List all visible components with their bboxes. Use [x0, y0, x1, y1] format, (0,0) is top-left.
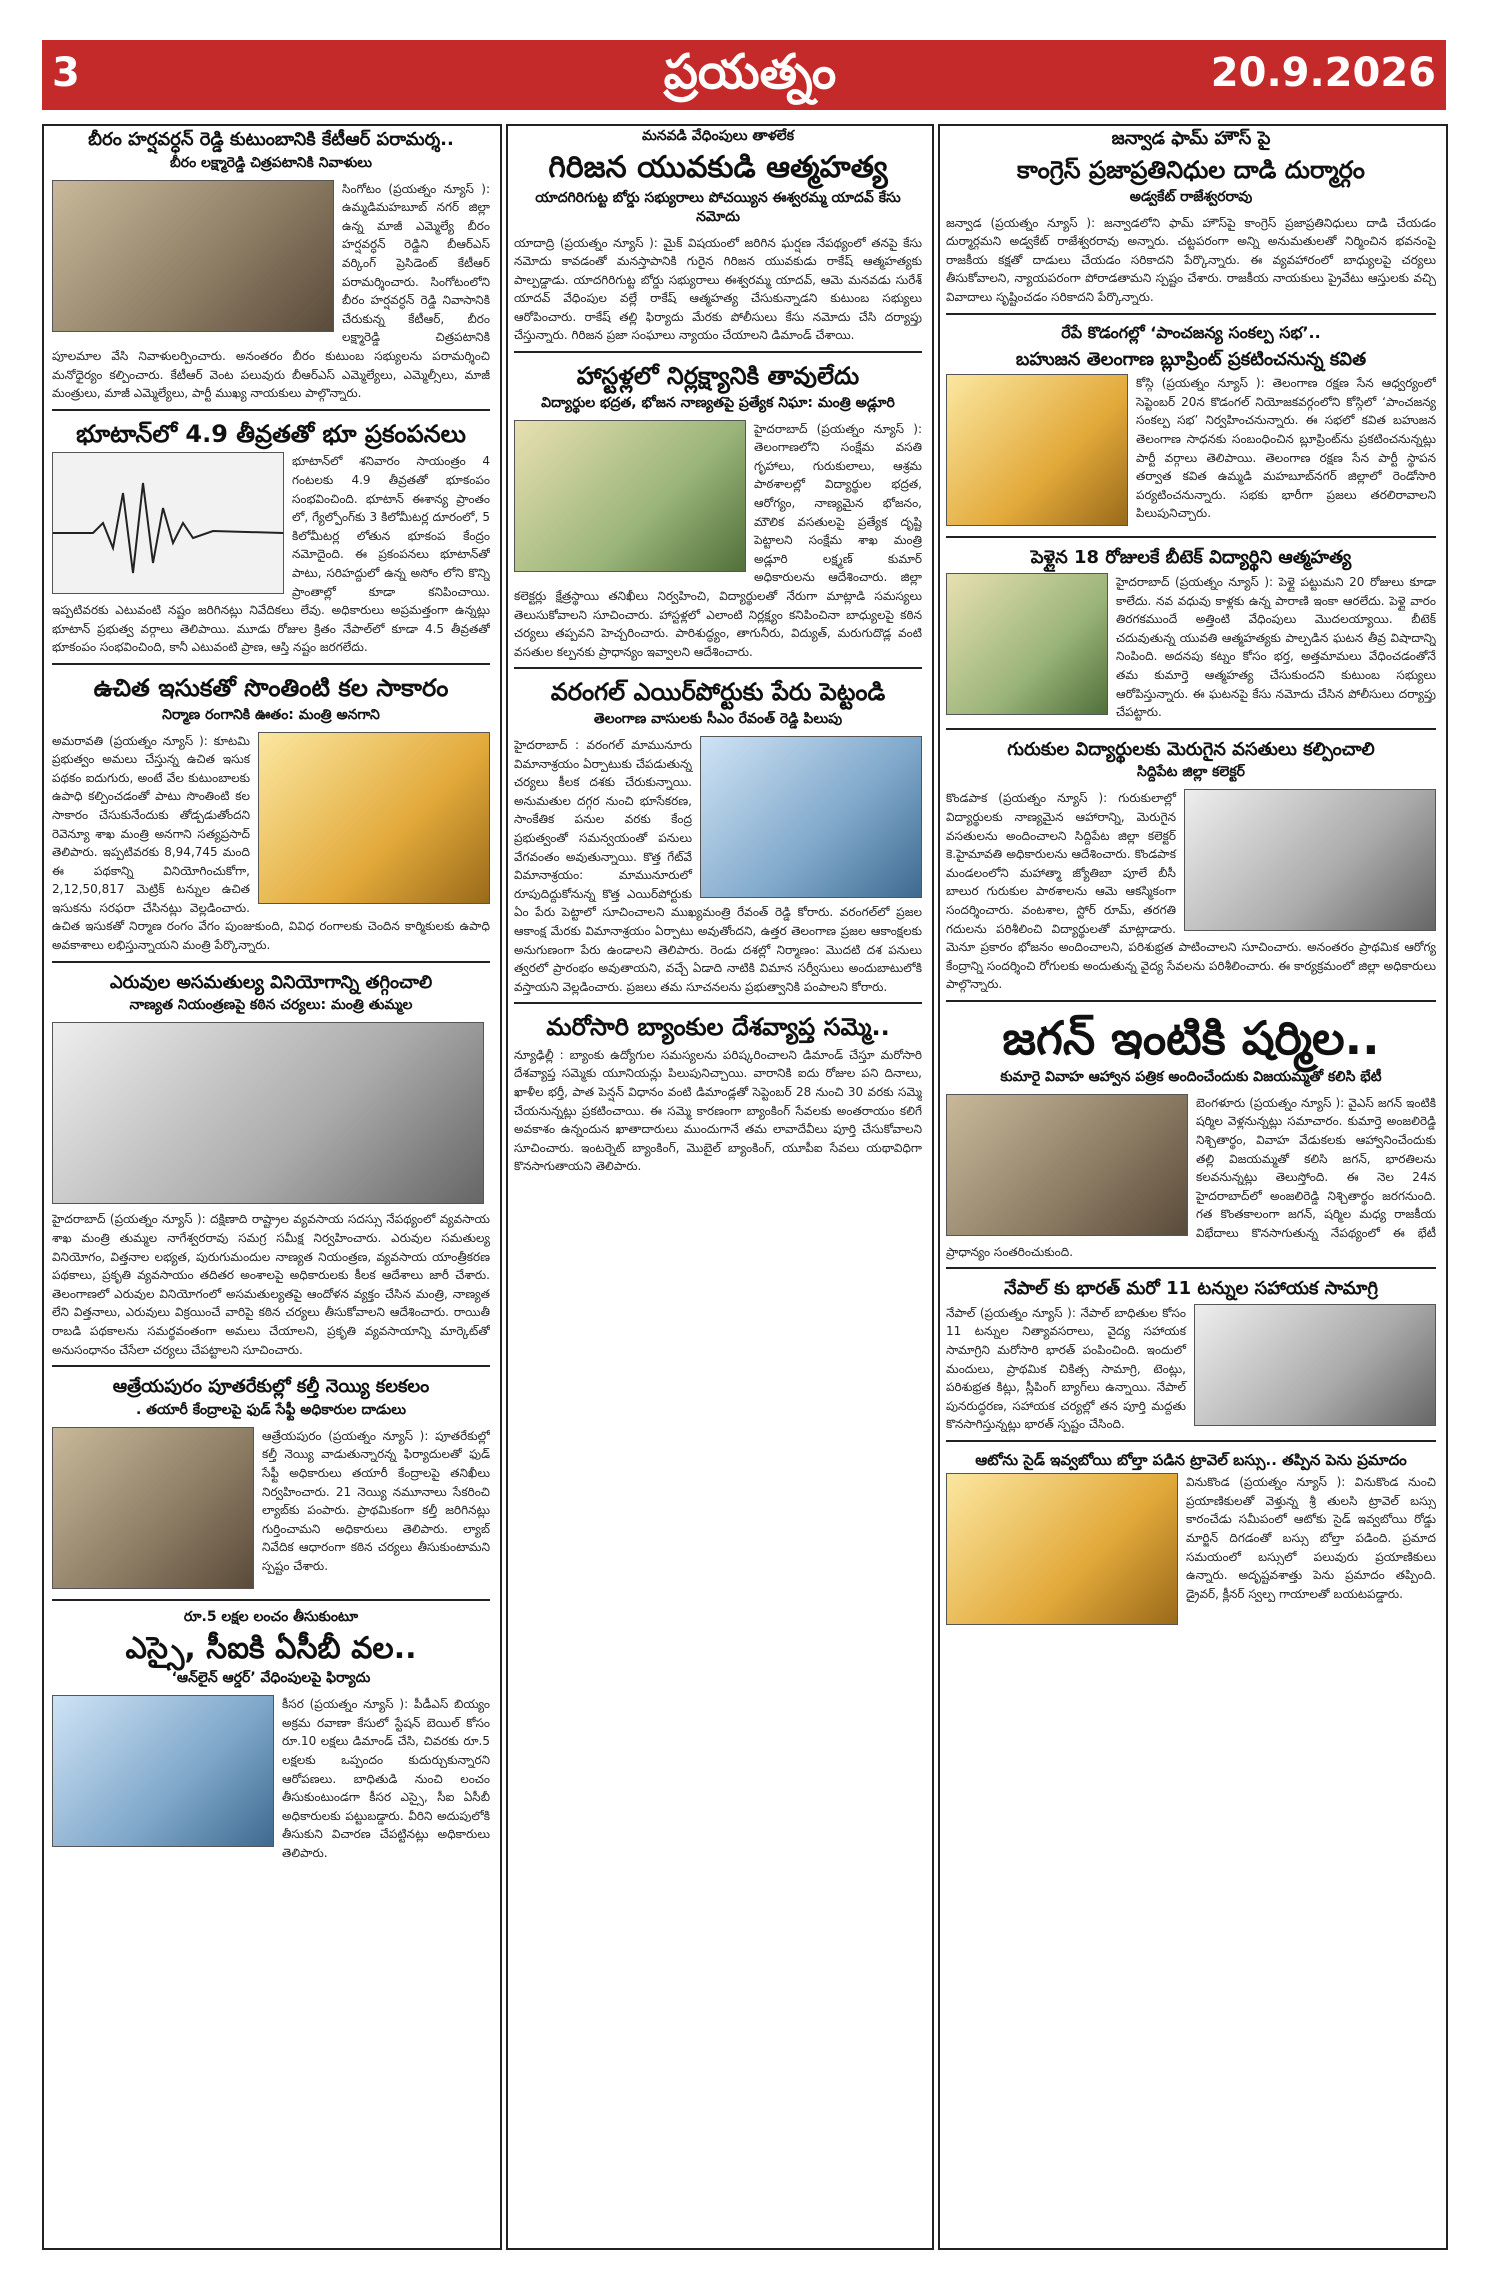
article-body: యాదాద్రి (ప్రయత్నం న్యూస్ ): మైక్ విషయంలో జరిగిన ఘర్షణ నేపథ్యంలో తనపై కేసు నమోదు కావడంతో మనస్తాపానికి గురైన గిరిజన యువకుడు రాకేష్ ఆత్మహత్యకు పాల్పడ్డాడు. యాదగిరిగుట్ట బోర్డు సభ్యురాలు ఈశ్వరమ్మ యాదవ్, ఆమె మనవడు సురేశ్ యాదవ్ వేధింపుల వల్లే రాకేష్ ఆత్మహత్య చేసుకున్నాడని కుటుంబ సభ్యులు ఆరోపించారు. రాకేష్ తల్లి ఫిర్యాదు మేరకు పోలీసులు కేసు నమోదు చేసి దర్యాప్తు చేస్తున్నారు. గిరిజన ప్రజా సంఘాలు న్యాయం చేయాలని డిమాండ్ చేశాయి. [514, 235, 922, 343]
kicker: రూ.5 లక్షల లంచం తీసుకుంటూ [183, 1608, 359, 1625]
column-left [52, 126, 490, 2238]
divider [946, 728, 1436, 730]
subheadline: అడ్వకేట్ రాజేశ్వరరావు [1129, 188, 1253, 205]
article-body: హైదరాబాద్ : వరంగల్ మామునూరు విమానాశ్రయం ఏర్పాటుకు చేపడుతున్న చర్యలు కీలక దశకు చేరుకున్నాయి. అనుమతుల దగ్గర నుంచి భూసేకరణ, సాంకేతిక పనుల వరకు కేంద్ర ప్రభుత్వంతో సమన్వయంతో పనులు వేగవంతం అవుతున్నాయి. కొత్త గేట్‌వే విమానాశ్రయం: మామునూరులో రూపుదిద్దుకోనున్న కొత్త ఎయిర్‌పోర్టుకు ఏం పేరు పెట్టాలో సూచించాలని ముఖ్యమంత్రి రేవంత్ రెడ్డి కోరారు. వరంగల్‌లో ప్రజల ఆకాంక్ష మేరకు విమానాశ్రయం ఏర్పాటు అవుతోందని, ఉత్తర తెలంగాణ ప్రజల ఆకాంక్షలకు అనుగుణంగా పేరు ఉండాలని తెలిపారు. రెండు దశల్లో నిర్మాణం: మొదటి దశ పనులు త్వరలో ప్రారంభం అవుతాయని, వచ్చే ఏడాది నాటికి విమాన సర్వీసులు అందుబాటులోకి వస్తాయని వెల్లడించారు. ప్రజలు తమ సూచనలను ప్రభుత్వానికి పంపాలని కోరారు. [514, 737, 922, 994]
subheadline: సిద్దిపేట జిల్లా కలెక్టర్ [1137, 764, 1245, 781]
article-janwada-farmhouse [946, 126, 1436, 307]
divider [946, 1000, 1436, 1002]
article-body: ఆత్రేయపురం (ప్రయత్నం న్యూస్ ): పూతరేకుల్లో కల్తీ నెయ్యి వాడుతున్నారన్న ఫిర్యాదులతో ఫుడ్ సేఫ్టీ అధికారులు తయారీ కేంద్రాలపై తనిఖీలు నిర్వహించారు. 21 నెయ్యి నమూనాలు సేకరించి ల్యాబ్‌కు పంపారు. ప్రాథమికంగా కల్తీ జరిగినట్లు గుర్తించామని అధికారులు తెలిపారు. ల్యాబ్ నివేదిక ఆధారంగా కఠిన చర్యలు తీసుకుంటామని స్పష్టం చేశారు. [262, 1428, 490, 1573]
article-warangal-airport [514, 675, 922, 996]
divider [514, 667, 922, 669]
headline: వరంగల్ ఎయిర్‌పోర్టుకు పేరు పెట్టండి [550, 678, 886, 707]
headline: బీరం హర్షవర్ధన్ రెడ్డి కుటుంబానికి కేటీఆర్ పరామర్శ.. [88, 129, 454, 150]
headline: ఆటోను సైడ్ ఇవ్వబోయి బోల్తా పడిన ట్రావెల్ బస్సు.. తప్పిన పెను ప్రమాదం [975, 1450, 1407, 1469]
headline: ఆత్రేయపురం పూతరేకుల్లో కల్తీ నెయ్యి కలకలం [112, 1376, 430, 1398]
photo-review-meeting [52, 1022, 484, 1204]
headline: గిరిజన యువకుడి ఆత్మహత్య [548, 150, 888, 185]
divider [946, 1440, 1436, 1442]
headline: భూటాన్‌లో 4.9 తీవ్రతతో భూ ప్రకంపనలు [76, 419, 466, 448]
divider [52, 961, 490, 963]
article-nepal-aid [946, 1275, 1436, 1434]
kicker: రేపే కొడంగల్లో ‘పాంచజన్య సంకల్ప సభ’.. [1061, 322, 1321, 342]
subheadline: కుమారై వివాహ ఆహ్వాన పత్రిక అందించేందుకు విజయమ్మతో కలిసి భేటీ [1000, 1068, 1382, 1085]
issue-date: 20.9.2026 [1210, 50, 1436, 96]
photo-hostel-inspection [514, 420, 746, 572]
article-bhutan-earthquake [52, 417, 490, 657]
article-body: భూటాన్‌లో శనివారం సాయంత్రం 4 గంటలకు 4.9 తీవ్రతతో భూకంపం సంభవించింది. భూటాన్ ఈశాన్య ప్రాంతం లో, గ్యేల్పోంగ్‌కు 3 కిలోమీటర్ల దూరంలో, 5 కిలోమీటర్ల లోతున భూకంప కేంద్రం నమోదైంది. ఈ ప్రకంపనలు భూటాన్‌తో పాటు, సరిహద్దులో ఉన్న అసోం లోని కొన్ని ప్రాంతాల్లో కూడా కనిపించాయి. ఇప్పటివరకు ఎటువంటి నష్టం జరిగినట్లు నివేదికలు లేవు. అధికారులు అప్రమత్తంగా ఉన్నట్లు భూటాన్ ప్రభుత్వ వర్గాలు తెలిపాయి. మూడు రోజుల క్రితం నేపాల్‌లో కూడా 4.5 తీవ్రతతో భూకంపం సంభవించింది, కానీ ఎటువంటి ప్రాణ, ఆస్తి నష్టం జరగలేదు. [52, 454, 490, 655]
photo-relief-supplies [1194, 1304, 1436, 1426]
article-body: హైదరాబాద్ (ప్రయత్నం న్యూస్ ): పెళ్లై పట్టుమని 20 రోజులు కూడా కాలేదు. నవ వధువు కాళ్లకు ఉన్న పారాణి ఇంకా ఆరలేదు. పెళ్లై వారం తిరగకముందే అత్తింటి వేధింపులు మొదలయ్యాయి. బీటెక్ చదువుతున్న యువతి ఆత్మహత్యకు పాల్పడిన ఘటన తీవ్ర విషాదాన్ని నింపింది. అదనపు కట్నం కోసం భర్త, అత్తమామలు వేధించడంతోనే తమ కుమార్తె ఆత్మహత్య చేసుకుందని కుటుంబ సభ్యులు ఆరోపిస్తున్నారు. ఈ ఘటనపై కేసు నమోదు చేసిన పోలీసులు దర్యాప్తు చేపట్టారు. [1116, 574, 1436, 720]
divider [52, 409, 490, 411]
article-fertilizer-review [52, 969, 490, 1359]
subheadline: నాణ్యత నియంత్రణపై కఠిన చర్యలు: మంత్రి తుమ్మల [129, 997, 413, 1014]
masthead-title: ప్రయత్నం [663, 44, 837, 100]
subheadline: విద్యార్థుల భద్రత, భోజన నాణ్యతపై ప్రత్యేక నిఘా: మంత్రి అడ్లూరి [541, 394, 895, 411]
photo-minister-anagani [258, 732, 490, 904]
article-acb-trap [52, 1607, 490, 1863]
headline: గురుకుల విద్యార్థులకు మెరుగైన వసతులు కల్పించాలి [1007, 738, 1375, 760]
photo-overturned-bus [946, 1473, 1178, 1625]
page-number: 3 [52, 50, 80, 96]
article-ktr-visit [52, 126, 490, 403]
divider [946, 536, 1436, 538]
article-body: కోస్గి (ప్రయత్నం న్యూస్ ): తెలంగాణ రక్షణ సేన ఆధ్వర్యంలో సెప్టెంబర్ 20న కొడంగల్ నియోజకవర్గంలోని కోస్గిలో ‘పాంచజన్య సంకల్ప సభ’ నిర్వహించనున్నారు. ఈ సభలో కవిత బహుజన తెలంగాణ సాధనకు సంబంధించిన బ్లూప్రింట్‌ను ప్రకటించనున్నట్లు పార్టీ వర్గాలు తెలిపాయి. తెలంగాణ రక్షణ సేన పార్టీ స్థాపన తర్వాత కవిత ఉమ్మడి మహబూబ్‌నగర్ జిల్లాలో రెండోసారి పర్యటించనున్నారు. సభకు భారీగా ప్రజలు తరలిరావాలని పిలుపునిచ్చారు. [1136, 376, 1436, 521]
article-body: వినుకొండ (ప్రయత్నం న్యూస్ ): వినుకొండ నుంచి ప్రయాణికులతో వెళ్తున్న శ్రీ తులసి ట్రావెల్ బస్సు కారంచేడు సమీపంలో ఆటోకు సైడ్ ఇవ్వబోయి రోడ్డు మార్జిన్ దిగడంతో బస్సు బోల్తా పడింది. ప్రమాద సమయంలో బస్సులో పలువురు ప్రయాణికులు ఉన్నారు. అదృష్టవశాత్తు పెను ప్రమాదం తప్పింది. డ్రైవర్, క్లీనర్ స్వల్ప గాయాలతో బయటపడ్డారు. [1186, 1475, 1436, 1601]
article-body: బెంగళూరు (ప్రయత్నం న్యూస్ ): వైఎస్ జగన్ ఇంటికి షర్మిల వెళ్లనున్నట్లు సమాచారం. కుమార్తె అంజలిరెడ్డి నిశ్చితార్థం, వివాహ వేడుకలకు ఆహ్వానించేందుకు తల్లి విజయమ్మతో కలిసి జగన్, భారతిలను కలవనున్నట్లు తెలుస్తోంది. ఈ నెల 24న హైదరాబాద్‌లో అంజలిరెడ్డి నిశ్చితార్థం జరగనుంది. గత కొంతకాలంగా జగన్, షర్మిల మధ్య రాజకీయ విభేదాలు కొనసాగుతున్న నేపథ్యంలో ఈ భేటీ ప్రాధాన్యం సంతరించుకుంది. [946, 1095, 1436, 1259]
photo-collector-visit [1184, 789, 1436, 931]
divider [52, 1365, 490, 1367]
article-tribal-youth [514, 126, 922, 345]
article-body: అమరావతి (ప్రయత్నం న్యూస్ ): కూటమి ప్రభుత్వం అమలు చేస్తున్న ఉచిత ఇసుక పథకం ఐదుగురు, అంటే వేల కుటుంబాలకు ఉపాధి కల్పించడంతో పాటు సొంతింటి కల సాకారం చేసుకునేందుకు తోడ్పడుతోందని రెవెన్యూ శాఖ మంత్రి అనగాని సత్యప్రసాద్ తెలిపారు. ఇప్పటివరకు 8,94,745 మంది ఈ పథకాన్ని వినియోగించుకోగా, 2,12,50,817 మెట్రిక్ టన్నుల ఉచిత ఇసుకను సరఫరా చేసినట్లు వెల్లడించారు. ఉచిత ఇసుకతో నిర్మాణ రంగం వేగం పుంజుకుంది, వివిధ రంగాలకు చెందిన కార్మికులకు ఉపాధి అవకాశాలు లభిస్తున్నాయని మంత్రి పేర్కొన్నారు. [52, 733, 490, 953]
article-ghee-adulteration [52, 1373, 490, 1593]
headline: ఉచిత ఇసుకతో సొంతింటి కల సాకారం [93, 673, 449, 702]
article-btech-student [946, 544, 1436, 721]
article-gurukul-facilities [946, 736, 1436, 994]
divider [52, 1599, 490, 1601]
article-free-sand [52, 671, 490, 955]
divider [946, 313, 1436, 315]
article-body: జన్వాడ (ప్రయత్నం న్యూస్ ): జన్వాడలోని ఫామ్ హౌస్‌పై కాంగ్రెస్ ప్రజాప్రతినిధులు దాడి చేయడం దుర్మార్గమని అడ్వకేట్ రాజేశ్వరరావు అన్నారు. చట్టపరంగా అన్ని అనుమతులతో నిర్మించిన భవనంపై రాజకీయ కక్షతో దాడులు చేయడం సరికాదని పేర్కొన్నారు. ఈ వ్యవహారంలో బాధ్యులపై చర్యలు తీసుకోవాలని, న్యాయపరంగా పోరాడతామని స్పష్టం చేశారు. రాజకీయ నాయకులు ప్రైవేటు ఆస్తులకు వచ్చి వివాదాలు సృష్టించడం సరికాదని పేర్కొన్నారు. [946, 215, 1436, 304]
headline: నేపాల్ కు భారత్ మరో 11 టన్నుల సహాయక సామాగ్రి [1003, 1278, 1378, 1300]
subheadline: బీరం లక్ష్మారెడ్డి చిత్రపటానికి నివాళులు [169, 154, 373, 171]
article-body: కీసర (ప్రయత్నం న్యూస్ ): పీడీఎస్ బియ్యం అక్రమ రవాణా కేసులో స్టేషన్ బెయిల్ కోసం రూ.10 లక్షలు డిమాండ్ చేసి, చివరకు రూ.5 లక్షలకు ఒప్పందం కుదుర్చుకున్నారని ఆరోపణలు. బాధితుడి నుంచి లంచం తీసుకుంటుండగా కీసర ఎస్సై, సీఐ ఏసీబీ అధికారులకు పట్టుబడ్డారు. వీరిని అదుపులోకి తీసుకుని విచారణ చేపట్టినట్లు అధికారులు తెలిపారు. [282, 1697, 490, 1861]
subheadline: . తయారీ కేంద్రాలపై ఫుడ్ సేఫ్టీ అధికారుల దాడులు [135, 1401, 407, 1418]
article-bank-strike [514, 1010, 922, 1176]
photo-student [946, 573, 1108, 715]
headline: హాస్టళ్లలో నిర్లక్ష్యానికి తావులేదు [576, 362, 860, 391]
subheadline: యాదగిరిగుట్ట బోర్డు సభ్యురాలు పోచయ్యిన ఈశ్వరమ్మ యాదవ్ కేసు నమోదు [535, 189, 901, 225]
headline: మరోసారి బ్యాంకుల దేశవ్యాప్త సమ్మె.. [546, 1013, 890, 1042]
photo-kavitha [946, 374, 1128, 526]
photo-police-officer [52, 1695, 274, 1847]
article-body: సింగోటం (ప్రయత్నం న్యూస్ ): ఉమ్మడిమహబూబ్ నగర్ జిల్లా ఉన్న మాజీ ఎమ్మెల్యే బీరం హర్షవర్ధన్ రెడ్డిని బీఆర్ఎస్ వర్కింగ్ ప్రెసిడెంట్ కేటీఆర్ పరామర్శించారు. సింగోటంలోని బీరం హర్షవర్ధన్ రెడ్డి నివాసానికి చేరుకున్న కేటీఆర్, బీరం లక్ష్మారెడ్డి చిత్రపటానికి పూలమాల వేసి నివాళులర్పించారు. అనంతరం బీరం కుటుంబ సభ్యులను పరామర్శించి మనోధైర్యం కల్పించారు. కేటీఆర్ వెంట పలువురు బీఆర్ఎస్ ఎమ్మెల్యేలు, ఎమ్మెల్సీలు, మాజీ మంత్రులు, మాజీ ఎమ్మెల్యేలు, పార్టీ ముఖ్య నాయకులు పాల్గొన్నారు. [52, 181, 490, 401]
column-middle [514, 126, 922, 2238]
divider [514, 351, 922, 353]
article-body: హైదరాబాద్ (ప్రయత్నం న్యూస్ ): తెలంగాణలోని సంక్షేమ వసతి గృహాలు, గురుకులాలు, ఆశ్రమ పాఠశాలల్లో విద్యార్థుల భద్రత, ఆరోగ్యం, నాణ్యమైన భోజనం, మౌలిక వసతులపై ప్రత్యేక దృష్టి పెట్టాలని సంక్షేమ శాఖ మంత్రి అడ్లూరి లక్ష్మణ్ కుమార్ అధికారులను ఆదేశించారు. జిల్లా కలెక్టర్లు క్షేత్రస్థాయి తనిఖీలు నిర్వహించి, విద్యార్థులతో నేరుగా మాట్లాడి సమస్యలు తెలుసుకోవాలని సూచించారు. హాస్టళ్లలో ఎలాంటి నిర్లక్ష్యం కనిపించినా బాధ్యులపై కఠిన చర్యలు తప్పవని హెచ్చరించారు. పారిశుద్ధ్యం, తాగునీరు, విద్యుత్, మరుగుదొడ్ల వంటి వసతుల కల్పనకు ప్రాధాన్యం ఇవ్వాలని ఆదేశించారు. [514, 421, 922, 659]
headline: జగన్ ఇంటికి షర్మిల.. [1002, 1010, 1380, 1065]
article-body: నేపాల్ (ప్రయత్నం న్యూస్ ): నేపాల్ బాధితుల కోసం 11 టన్నుల నిత్యావసరాలు, వైద్య సహాయక సామాగ్రిని మరోసారి భారత్ పంపించింది. ఇందులో మందులు, ప్రాథమిక చికిత్స సామాగ్రి, టెంట్లు, పరిశుభ్రత కిట్లు, స్లీపింగ్ బ్యాగ్‌లు ఉన్నాయి. నేపాల్ పునరుద్ధరణ, సహాయక చర్యల్లో తన పూర్తి మద్దతు కొనసాగిస్తున్నట్లు భారత్ స్పష్టం చేసింది. [946, 1305, 1186, 1432]
headline: ఎరువుల అసమతుల్య వినియోగాన్ని తగ్గించాలి [109, 971, 433, 993]
column-right [946, 126, 1436, 2238]
divider [946, 1267, 1436, 1269]
photo-poothareku-sweets [52, 1427, 254, 1589]
headline: ఎస్సై, సీఐకి ఏసీబీ వల.. [125, 1630, 417, 1666]
divider [52, 663, 490, 665]
photo-cm-revanth-reddy [700, 736, 922, 898]
article-body: కొండపాక (ప్రయత్నం న్యూస్ ): గురుకులాల్లో విద్యార్థులకు నాణ్యమైన ఆహారాన్ని, మెరుగైన వసతులను అందించాలని సిద్దిపేట జిల్లా కలెక్టర్ కె.హైమావతి అధికారులను ఆదేశించారు. కొండపాక మండలంలోని మహాత్మా జ్యోతిబా పూలే బీసీ బాలుర గురుకుల పాఠశాలను ఆమె ఆకస్మికంగా సందర్శించారు. వంటశాల, స్టోర్ రూమ్, తరగతి గదులను పరిశీలించి విద్యార్థులతో మాట్లాడారు. మెనూ ప్రకారం భోజనం అందించాలని, పరిశుభ్రత పాటించాలని సూచించారు. అనంతరం ప్రాథమిక ఆరోగ్య కేంద్రాన్ని సందర్శించి రోగులకు అందుతున్న వైద్య సేవలను పరిశీలించారు. ఈ కార్యక్రమంలో జిల్లా అధికారులు పాల్గొన్నారు. [946, 791, 1436, 992]
kicker: మనవడి వేధింపులు తాళలేక [641, 128, 795, 144]
subheadline: ‘ఆన్‌లైన్ ఆర్డర్’ వేధింపులపై ఫిర్యాదు [171, 1670, 371, 1687]
photo-jagan-sharmila [946, 1094, 1188, 1236]
kicker: జన్వాడ ఫామ్ హౌస్ పై [1111, 128, 1271, 149]
subheadline: తెలంగాణ వాసులకు సీఎం రేవంత్ రెడ్డి పిలుపు [593, 710, 843, 727]
article-bus-accident [946, 1448, 1436, 1629]
subheadline: నిర్మాణ రంగానికి ఊతం: మంత్రి అనగాని [162, 706, 380, 723]
headline: బహుజన తెలంగాణ బ్లూప్రింట్ ప్రకటించనున్న కవిత [1015, 348, 1367, 370]
article-sharmila-jagan [946, 1008, 1436, 1261]
photo-seismograph [52, 452, 284, 594]
photo-ktr-visit [52, 180, 334, 332]
headline: కాంగ్రెస్ ప్రజాప్రతినిధుల దాడి దుర్మార్గం [1017, 156, 1365, 184]
article-body: న్యూఢిల్లీ : బ్యాంకు ఉద్యోగుల సమస్యలను పరిష్కరించాలని డిమాండ్ చేస్తూ మరోసారి దేశవ్యాప్త సమ్మెకు యూనియన్లు పిలుపునిచ్చాయి. వారానికి ఐదు రోజుల పని దినాలు, ఖాళీల భర్తీ, పాత పెన్షన్ విధానం వంటి డిమాండ్లతో సెప్టెంబర్ 28 నుంచి 30 వరకు సమ్మె చేయనున్నట్లు ప్రకటించాయి. ఈ సమ్మె కారణంగా బ్యాంకింగ్ సేవలకు అంతరాయం కలిగే అవకాశం ఉన్నందున ఖాతాదారులు ముందుగానే తమ లావాదేవీలు పూర్తి చేసుకోవాలని సూచించారు. ఇంటర్నెట్ బ్యాంకింగ్, మొబైల్ బ్యాంకింగ్, యూపీఐ సేవలు యథావిధిగా కొనసాగుతాయని తెలిపారు. [514, 1047, 922, 1174]
article-body: హైదరాబాద్ (ప్రయత్నం న్యూస్ ): దక్షిణాది రాష్ట్రాల వ్యవసాయ సదస్సు నేపథ్యంలో వ్యవసాయ శాఖ మంత్రి తుమ్మల నాగేశ్వరరావు సమగ్ర సమీక్ష నిర్వహించారు. ఎరువుల సమతుల్య వినియోగం, విత్తనాల లభ్యత, పురుగుమందుల నాణ్యత నియంత్రణ, వ్యవసాయ యాంత్రీకరణ పథకాలు, ప్రకృతి వ్యవసాయం తదితర అంశాలపై అధికారులకు కీలక ఆదేశాలు జారీ చేశారు. తెలంగాణలో ఎరువుల వినియోగంలో అసమతుల్యతపై ఆందోళన వ్యక్తం చేసిన మంత్రి, నాణ్యత లేని విత్తనాలు, ఎరువులు విక్రయించే వారిపై కఠిన చర్యలు తీసుకోవాలని ఆదేశించారు. రాయితీ రాబడి పథకాలను సమర్థవంతంగా అమలు చేయాలని, ప్రకృతి వ్యవసాయాన్ని మార్కెట్‌తో అనుసంధానం చేసేలా చర్యలు చేపట్టాలని సూచించారు. [52, 1212, 490, 1357]
divider [514, 1002, 922, 1004]
article-hostel-negligence [514, 359, 922, 661]
article-kavitha-blueprint [946, 321, 1436, 531]
headline: పెళ్లైన 18 రోజులకే బీటెక్ విద్యార్థిని ఆత్మహత్య [1030, 547, 1352, 569]
